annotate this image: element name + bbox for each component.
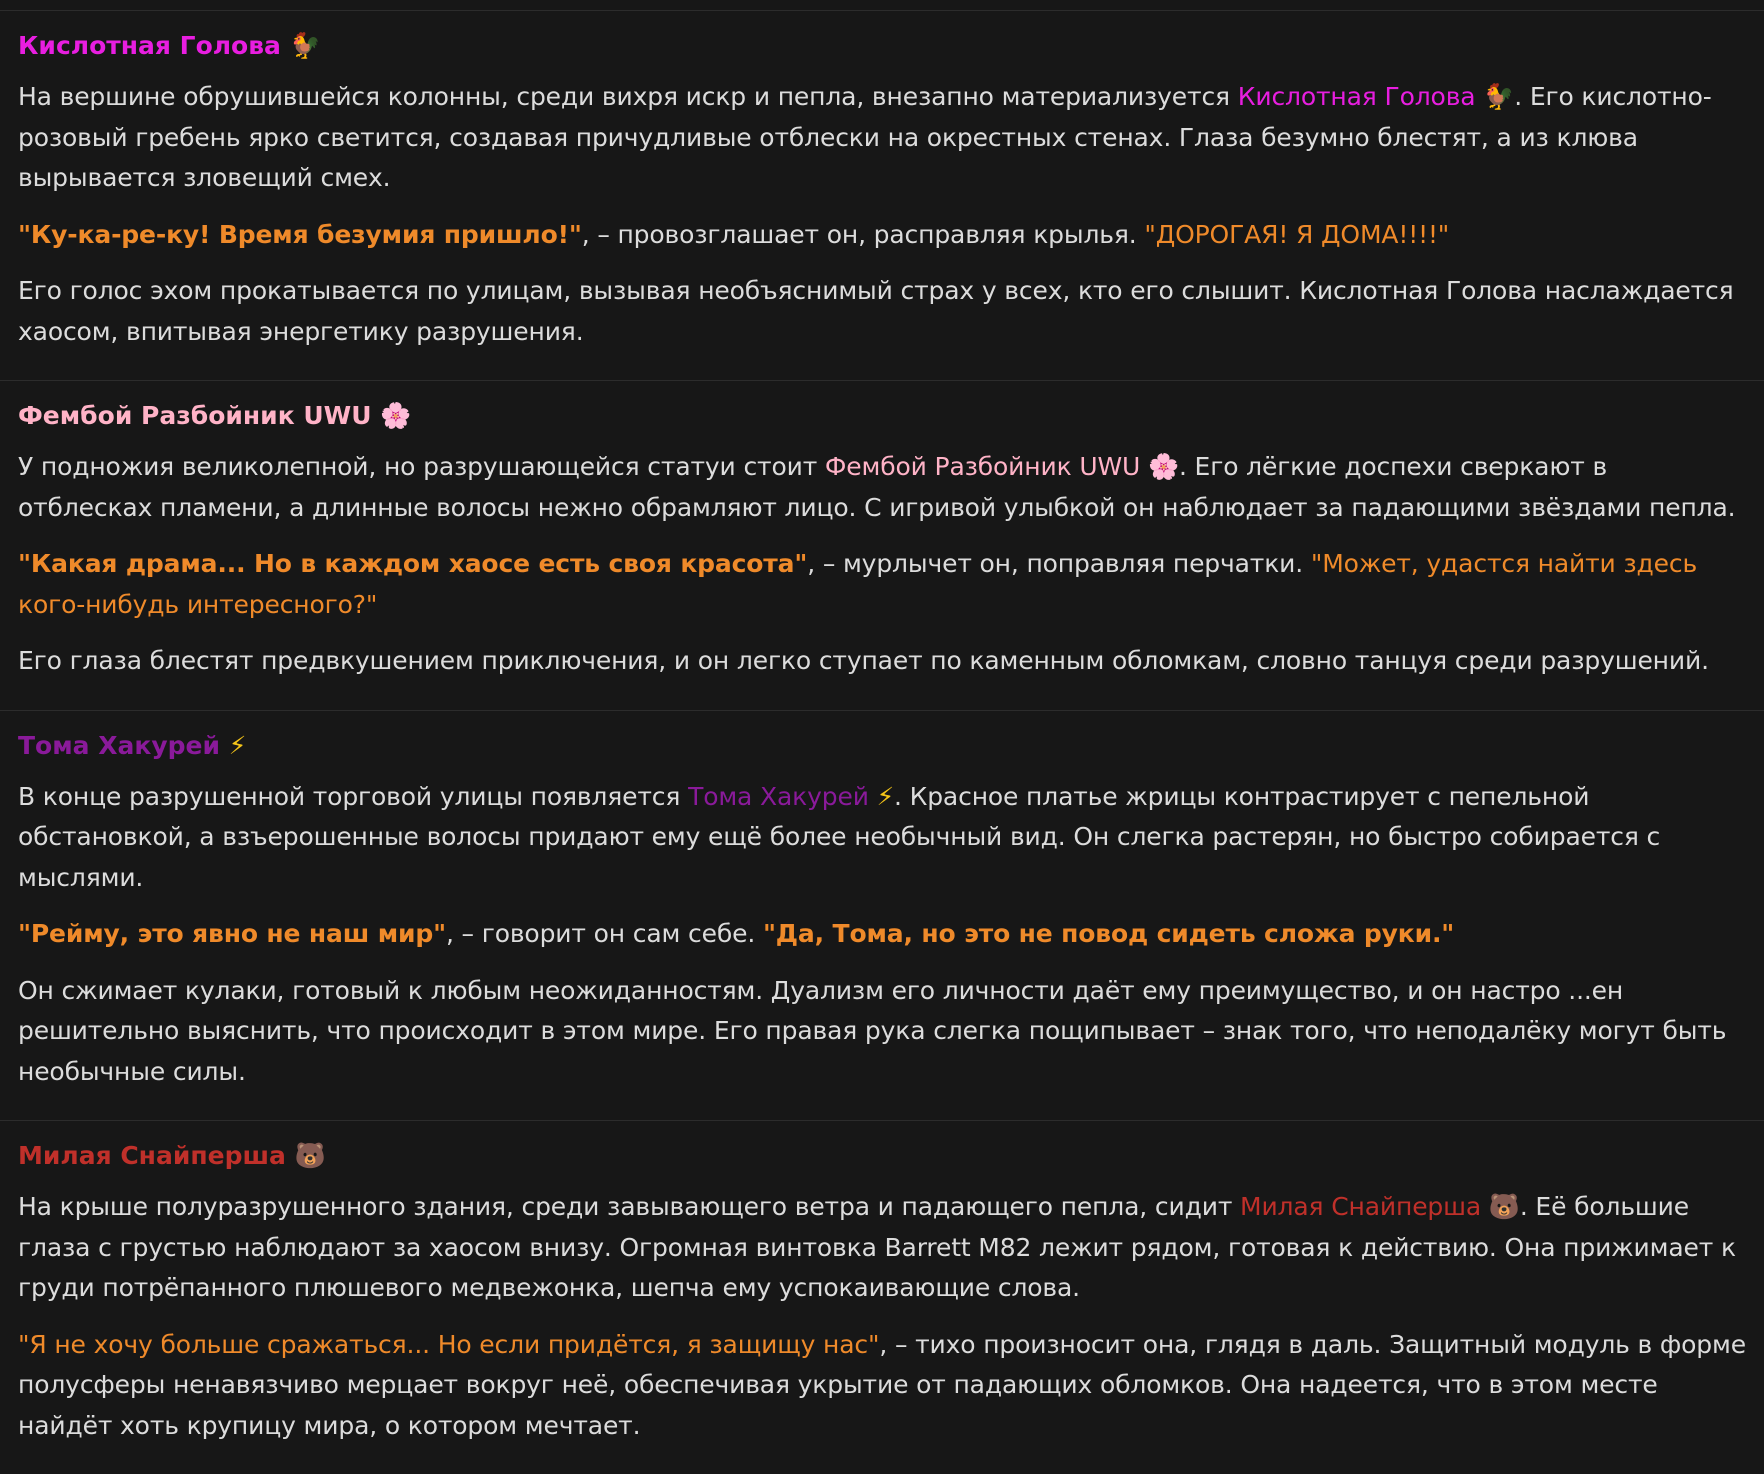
quote: "Рейму, это явно не наш мир" <box>18 919 446 948</box>
character-post <box>0 11 1764 381</box>
blossom-icon: 🌸 <box>1147 452 1179 481</box>
narration-paragraph: В конце разрушенной торговой улицы появляется Тома Хакурей ⚡. Красное платье жрицы контрастирует с пепельной обстановкой, а взъерошенные волосы придают ему ещё более необычный вид. Он слегка растерян, но быстро собирается с мыслями. <box>18 781 1661 892</box>
narration-paragraph: На крыше полуразрушенного здания, среди завывающего ветра и падающего пепла, сидит Милая Снайперша 🐻. Её большие глаза с грустью наблюдают за хаосом внизу. Огромная винтовка Barrett M82 лежит рядом, готовая к действию. Она прижимает к груди потрёпанного плюшевого медвежонка, шепча ему успокаивающие слова. <box>18 1192 1736 1302</box>
character-name[interactable]: Фембой Разбойник UWU 🌸 <box>18 401 412 430</box>
character-name[interactable]: Милая Снайперша 🐻 <box>18 1141 326 1170</box>
quote: "Я не хочу больше сражаться... Но если придётся, я защищу нас" <box>18 1329 880 1359</box>
lightning-icon: ⚡ <box>228 730 247 760</box>
dialogue-paragraph: "Ку-ка-ре-ку! Время безумия пришло!", – провозглашает он, расправляя крылья. "ДОРОГАЯ! Я ДОМА!!!!" <box>18 219 1450 249</box>
dialogue-paragraph: "Какая драма... Но в каждом хаосе есть своя красота", – мурлычет он, поправляя перчатки. "Может, удастся найти здесь кого-нибудь интересного?" <box>18 549 1698 619</box>
narration-paragraph: Его голос эхом прокатывается по улицам, вызывая необъяснимый страх у всех, кто его слышит. Кислотная Голова наслаждается хаосом, впитывая энергетику разрушения. <box>18 276 1734 346</box>
narration-paragraph: На вершине обрушившейся колонны, среди вихря искр и пепла, внезапно материализуется Кислотная Голова 🐓. Его кислотно-розовый гребень ярко светится, создавая причудливые отблески на окрестных стенах. Глаза безумно блестят, а из клюва вырывается зловещий смех. <box>18 82 1712 192</box>
lightning-icon: ⚡ <box>876 781 895 811</box>
character-mention: Фембой Разбойник UWU 🌸 <box>824 452 1179 481</box>
dialogue-paragraph: "Я не хочу больше сражаться... Но если придётся, я защищу нас", – тихо произносит она, глядя в даль. Защитный модуль в форме полусферы ненавязчиво мерцает вокруг неё, обеспечивая укрытие от падающих обломков. Она надеется, что в этом месте найдёт хоть крупицу мира, о котором мечтает. <box>18 1329 1746 1440</box>
quote: "Ку-ка-ре-ку! Время безумия пришло!" <box>18 219 582 249</box>
dialogue-paragraph: "Рейму, это явно не наш мир", – говорит он сам себе. "Да, Тома, но это не повод сидеть сложа руки." <box>18 919 1455 948</box>
quote: "Да, Тома, но это не повод сидеть сложа руки." <box>762 919 1455 948</box>
bear-icon: 🐻 <box>1488 1192 1520 1221</box>
character-post <box>0 381 1764 711</box>
rooster-icon: 🐓 <box>1483 82 1515 111</box>
character-name[interactable]: Тома Хакурей ⚡ <box>18 730 247 760</box>
quote: "ДОРОГАЯ! Я ДОМА!!!!" <box>1144 219 1450 249</box>
blossom-icon: 🌸 <box>380 401 412 430</box>
quote: "Может, удастся найти здесь кого-нибудь интересного?" <box>18 549 1698 619</box>
narration-paragraph: Его глаза блестят предвкушением приключения, и он легко ступает по каменным обломкам, словно танцуя среди разрушений. <box>18 646 1709 675</box>
narration-paragraph: Он сжимает кулаки, готовый к любым неожиданностям. Дуализм его личности даёт ему преимущество, и он настро ...ен решительно выяснить, что происходит в этом мире. Его правая рука слегка пощипывает – знак того, что неподалёку могут быть необычные силы. <box>18 975 1727 1086</box>
character-post <box>0 711 1764 1122</box>
narration-paragraph: У подножия великолепной, но разрушающейся статуи стоит Фембой Разбойник UWU 🌸. Его лёгкие доспехи сверкают в отблесках пламени, а длинные волосы нежно обрамляют лицо. С игривой улыбкой он наблюдает за падающими звёздами пепла. <box>18 452 1736 522</box>
quote: "Какая драма... Но в каждом хаосе есть своя красота" <box>18 549 808 578</box>
character-post <box>0 1121 1764 1474</box>
bear-icon: 🐻 <box>294 1141 326 1170</box>
character-mention: Тома Хакурей ⚡ <box>688 781 895 811</box>
rooster-icon: 🐓 <box>289 31 321 60</box>
character-name[interactable]: Кислотная Голова 🐓 <box>18 31 321 60</box>
character-mention: Милая Снайперша 🐻 <box>1240 1192 1520 1221</box>
character-mention: Кислотная Голова 🐓 <box>1237 82 1515 111</box>
